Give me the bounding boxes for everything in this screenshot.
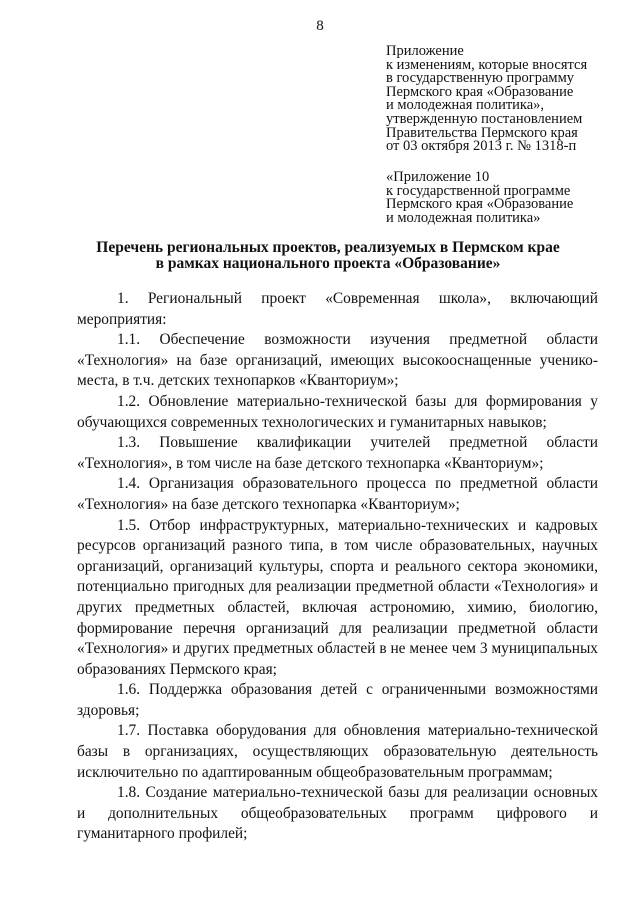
appendix-header: Приложение к изменениям, которые вносятся в государственную программу Пермского края «Образование и молодежная политика», утвержденную постановлением Правительства Пермского края от 03 октября 2013 г. № 1318-п [386,43,588,155]
paragraph-1-1: 1.1. Обеспечение возможности изучения предметной области «Технология» на базе организаций, имеющих высокооснащенные ученико-места, в т.ч. детских технопарков «Кванториум»; [77,331,598,390]
paragraph-1: 1. Региональный проект «Современная школа», включающий мероприятия: [77,290,598,328]
page-number: 8 [316,18,324,34]
paragraph-1-6: 1.6. Поддержка образования детей с ограниченными возможностями здоровья; [77,681,598,719]
paragraph-1-5: 1.5. Отбор инфраструктурных, материально-технических и кадровых ресурсов организаций разного типа, в том числе образовательных, научных организаций, организаций культуры, спорта и реального сектора экономики, потенциально пригодных для реализации предметной области «Технология» и других предметных областей, включая астрономию, химию, биологию, формирование перечня организаций для реализации предметной области «Технология» и других предметных областей в не менее чем 3 муниципальных образованиях Пермского края; [77,516,598,678]
document-body [77,289,598,845]
paragraph-1-3: 1.3. Повышение квалификации учителей предметной области «Технология», в том числе на базе детского технопарка «Кванториум»; [77,434,598,472]
paragraph-1-8: 1.8. Создание материально-технической базы для реализации основных и дополнительных общеобразовательных программ цифрового и гуманитарного профилей; [77,784,598,843]
paragraph-1-2: 1.2. Обновление материально-технической базы для формирования у обучающихся современных технологических и гуманитарных навыков; [77,392,598,431]
appendix-sub-header: «Приложение 10 к государственной программе Пермского края «Образование и молодежная политика» [386,169,574,226]
paragraph-1-4: 1.4. Организация образовательного процесса по предметной области «Технология» на базе детского технопарка «Кванториум»; [77,475,598,513]
paragraph-1-7: 1.7. Поставка оборудования для обновления материально-технической базы в организациях, осуществляющих образовательную деятельность исключительно по адаптированным общеобразовательным программам; [77,722,598,781]
document-title: Перечень региональных проектов, реализуемых в Пермском крае в рамках национального проекта «Образование» [96,239,560,272]
